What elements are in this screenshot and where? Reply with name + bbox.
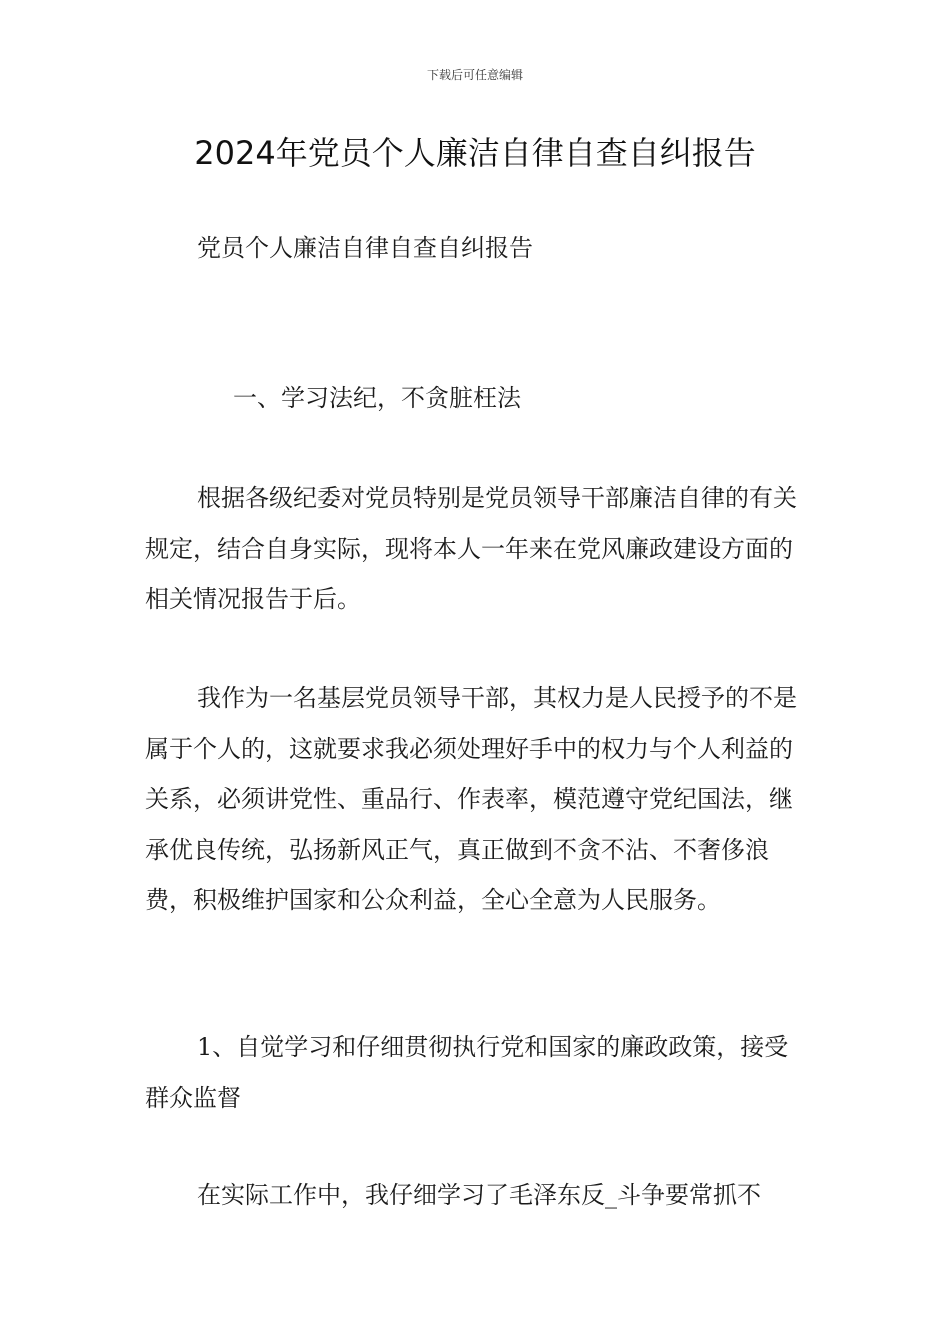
header-note: 下载后可任意编辑 (426, 68, 523, 82)
subtitle-paragraph: 党员个人廉洁自律自查自纠报告 (197, 234, 533, 262)
section-heading: 一、学习法纪，不贪脏枉法 (233, 384, 521, 412)
body-paragraph: 根据各级纪委对党员特别是党员领导干部廉洁自律的有关规定，结合自身实际，现将本人一年来在党风廉政建设方面的相关情况报告于后。 (145, 484, 797, 613)
body-paragraph: 我作为一名基层党员领导干部，其权力是人民授予的不是属于个人的，这就要求我必须处理好手中的权力与个人利益的关系，必须讲党性、重品行、作表率，模范遵守党纪国法，继承优良传统，弘扬新风正气，真正做到不贪不沾、不奢侈浪费，积极维护国家和公众利益，全心全意为人民服务。 (145, 684, 797, 914)
document-title: 2024年党员个人廉洁自律自查自纠报告 (194, 134, 756, 172)
body-paragraph: 在实际工作中，我仔细学习了毛泽东反_斗争要常抓不 (197, 1181, 761, 1209)
subsection-heading: 1、自觉学习和仔细贯彻执行党和国家的廉政政策，接受群众监督 (145, 1033, 789, 1112)
